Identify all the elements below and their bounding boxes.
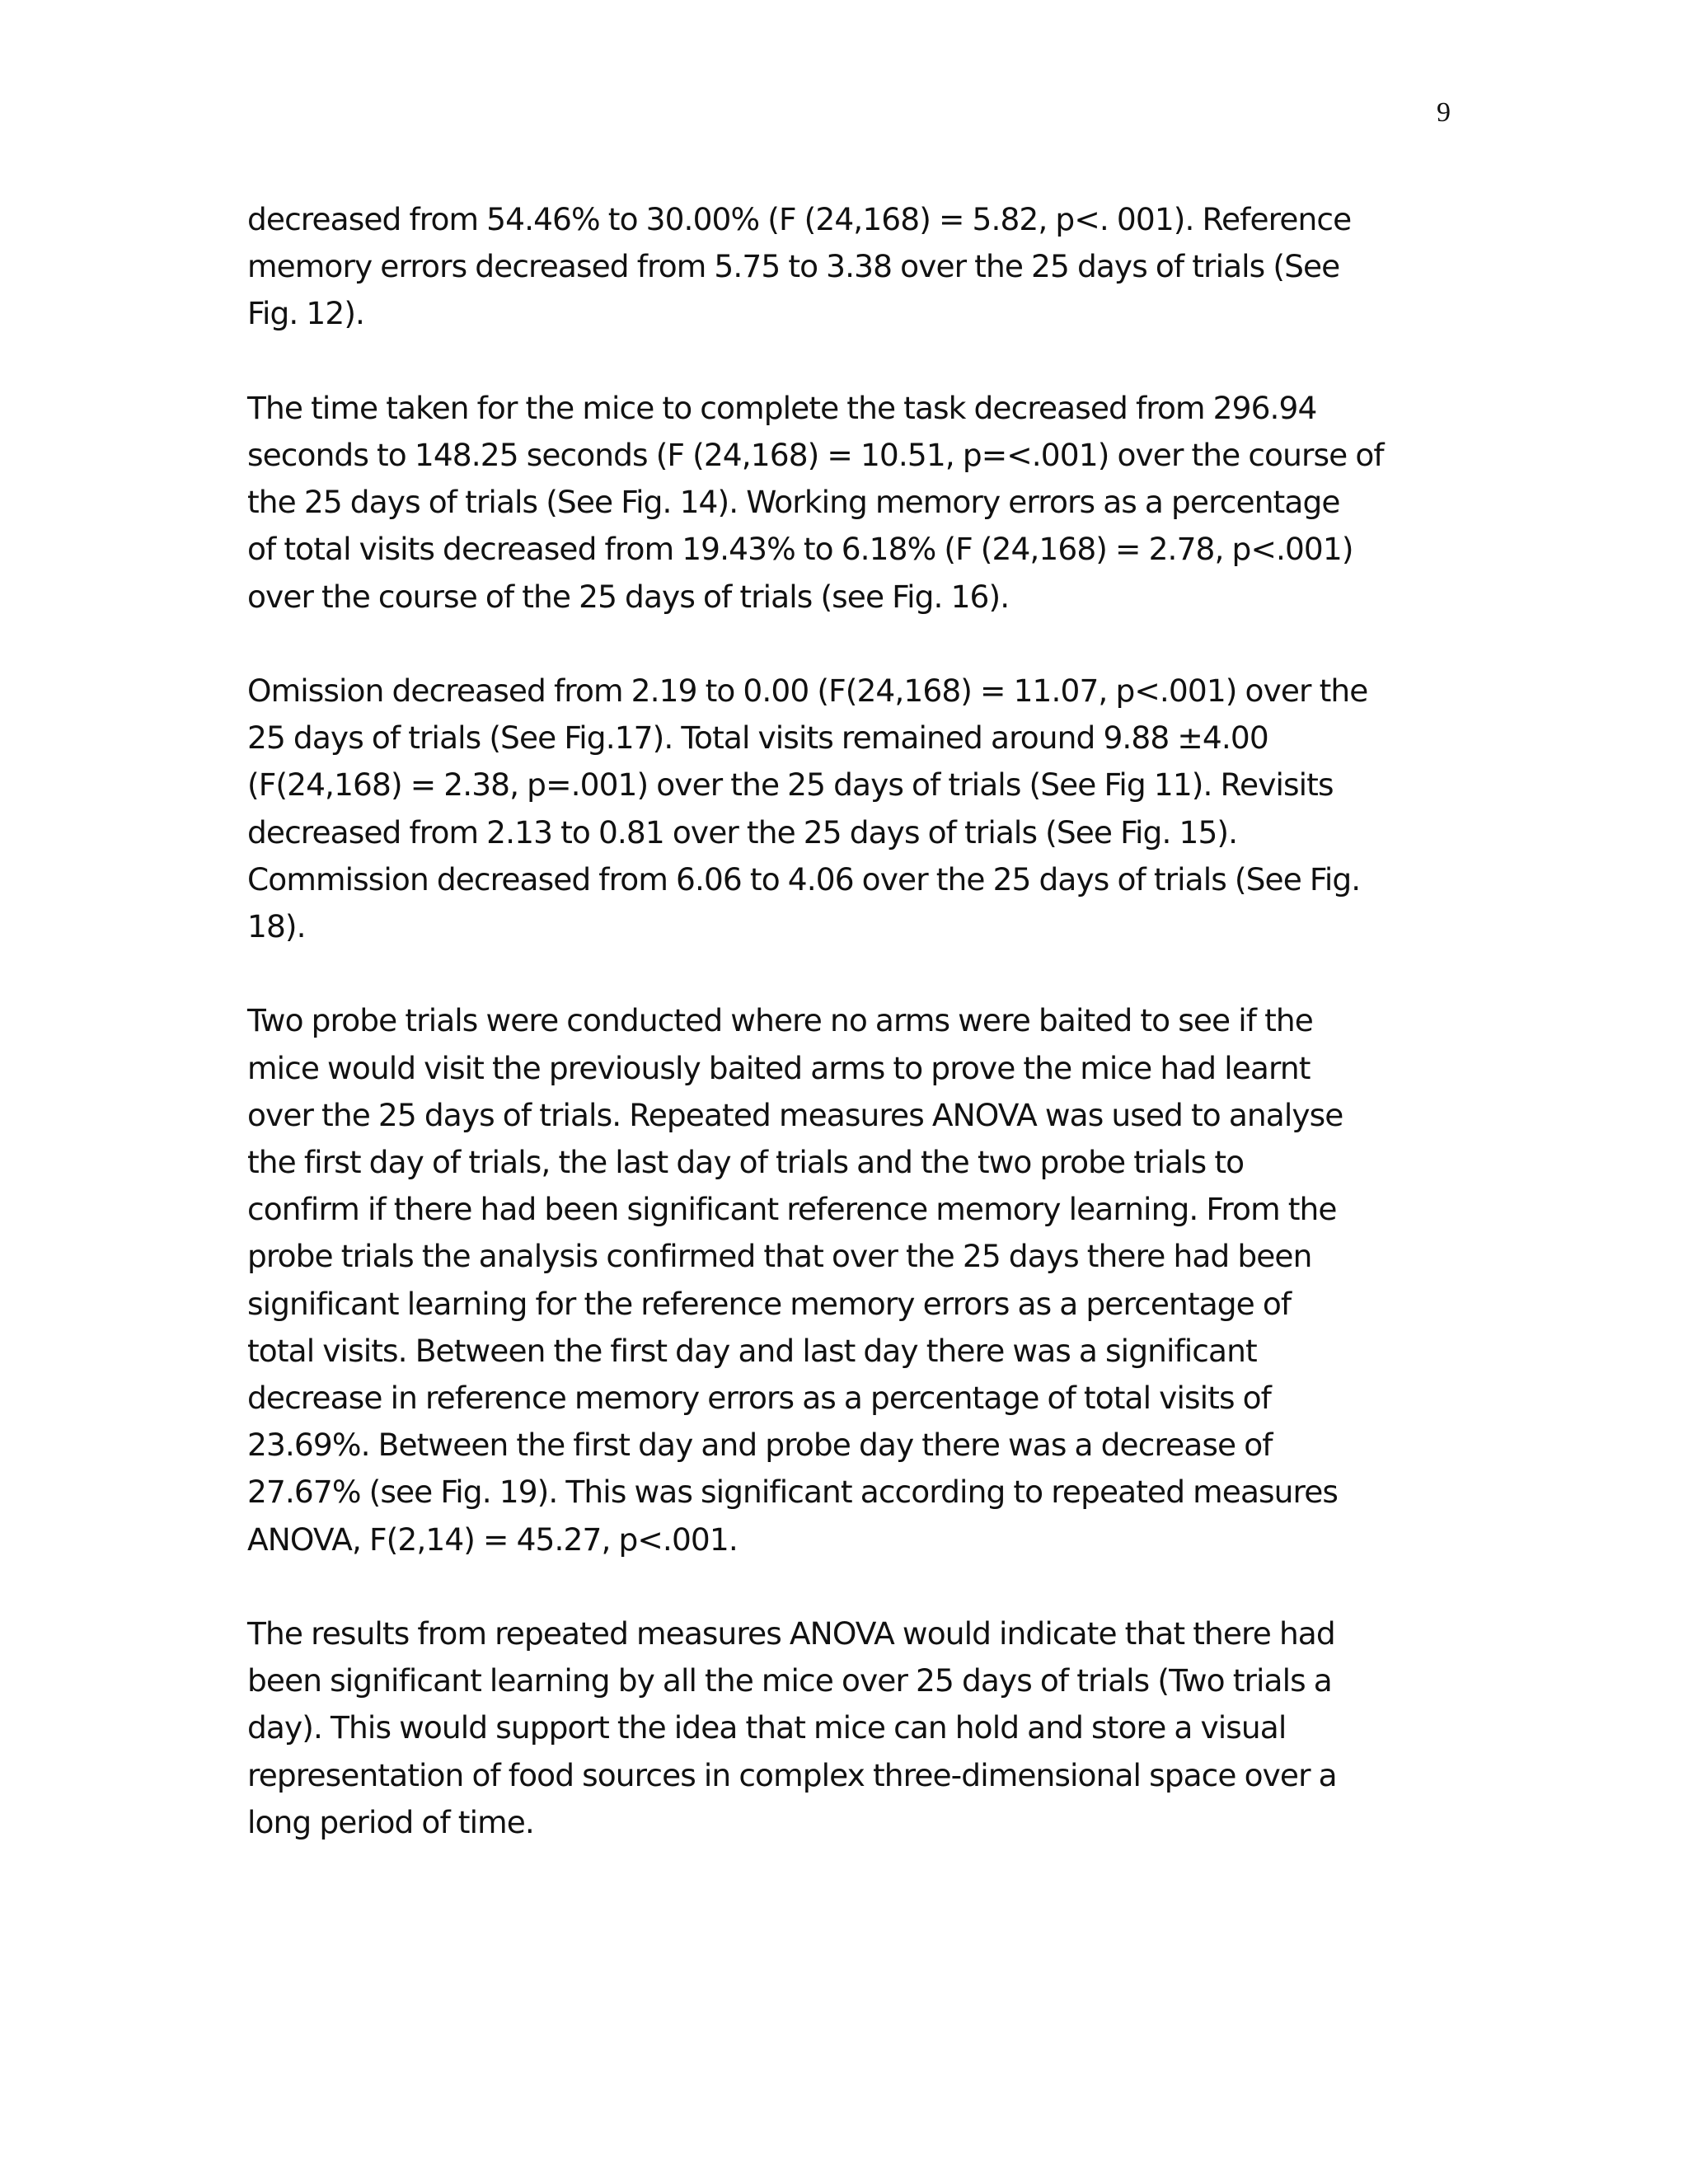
- text-line: over the 25 days of trials. Repeated measures ANOVA was used to analyse: [247, 1096, 1343, 1133]
- text-line: Two probe trials were conducted where no arms were baited to see if the: [247, 1002, 1313, 1039]
- text-line: the 25 days of trials (See Fig. 14). Working memory errors as a percentage: [247, 484, 1340, 521]
- text-line: Omission decreased from 2.19 to 0.00 (F(24,168) = 11.07, p<.001) over the: [247, 673, 1368, 709]
- text-line: 25 days of trials (See Fig.17). Total visits remained around 9.88 ±4.00: [247, 719, 1268, 757]
- paragraph: [247, 668, 1451, 950]
- text-line: long period of time.: [247, 1803, 534, 1840]
- text-line: The results from repeated measures ANOVA would indicate that there had: [247, 1615, 1335, 1652]
- paragraph: [247, 196, 1451, 338]
- text-line: probe trials the analysis confirmed that over the 25 days there had been: [247, 1238, 1312, 1275]
- text-line: Commission decreased from 6.06 to 4.06 over the 25 days of trials (See Fig.: [247, 860, 1361, 898]
- text-line: 27.67% (see Fig. 19). This was significant according to repeated measures: [247, 1474, 1339, 1511]
- text-line: The time taken for the mice to complete the task decreased from 296.94: [247, 389, 1317, 426]
- paragraph: [247, 997, 1451, 1563]
- paragraph: [247, 385, 1451, 621]
- body-text: [247, 196, 1451, 1893]
- text-line: 18).: [247, 908, 306, 945]
- text-line: decreased from 2.13 to 0.81 over the 25 days of trials (See Fig. 15).: [247, 813, 1238, 851]
- text-line: been significant learning by all the mice over 25 days of trials (Two trials a: [247, 1662, 1332, 1699]
- text-line: ANOVA, F(2,14) = 45.27, p<.001.: [247, 1521, 738, 1558]
- text-line: confirm if there had been significant reference memory learning. From the: [247, 1191, 1337, 1228]
- text-line: day). This would support the idea that mice can hold and store a visual: [247, 1709, 1287, 1746]
- text-line: of total visits decreased from 19.43% to 6.18% (F (24,168) = 2.78, p<.001): [247, 531, 1353, 568]
- text-line: total visits. Between the first day and last day there was a significant: [247, 1332, 1257, 1369]
- text-line: seconds to 148.25 seconds (F (24,168) = 10.51, p=<.001) over the course of: [247, 437, 1384, 473]
- text-line: Fig. 12).: [247, 295, 365, 332]
- paragraph: [247, 1610, 1451, 1846]
- text-line: mice would visit the previously baited arms to prove the mice had learnt: [247, 1049, 1311, 1086]
- text-line: significant learning for the reference memory errors as a percentage of: [247, 1285, 1292, 1322]
- text-line: decrease in reference memory errors as a percentage of total visits of: [247, 1380, 1271, 1417]
- text-line: representation of food sources in complex three-dimensional space over a: [247, 1756, 1337, 1793]
- text-line: (F(24,168) = 2.38, p=.001) over the 25 days of trials (See Fig 11). Revisits: [247, 766, 1334, 804]
- text-line: memory errors decreased from 5.75 to 3.38 over the 25 days of trials (See: [247, 248, 1340, 285]
- text-line: 23.69%. Between the first day and probe day there was a decrease of: [247, 1427, 1273, 1464]
- page-number: 9: [1437, 97, 1451, 128]
- text-line: the first day of trials, the last day of trials and the two probe trials to: [247, 1144, 1245, 1181]
- text-line: decreased from 54.46% to 30.00% (F (24,168) = 5.82, p<. 001). Reference: [247, 201, 1352, 237]
- text-line: over the course of the 25 days of trials (see Fig. 16).: [247, 578, 1010, 615]
